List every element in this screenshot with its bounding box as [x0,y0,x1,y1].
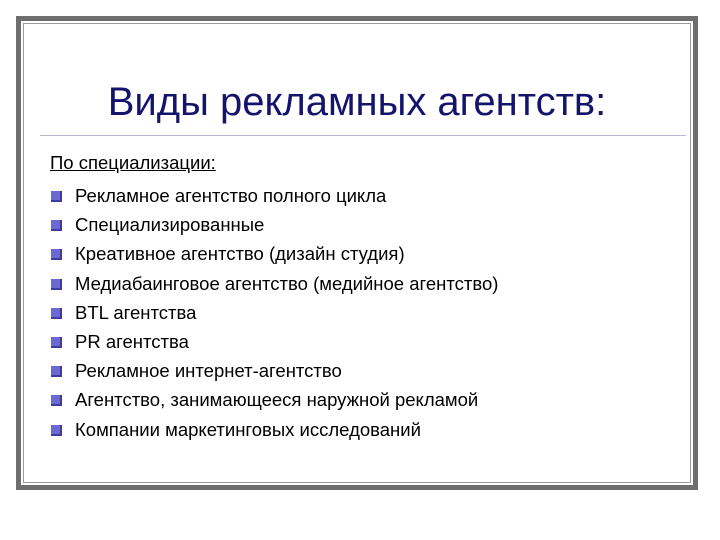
slide-title: Виды рекламных агентств: [107,80,607,124]
square-bullet-icon [51,191,62,202]
list-item-label: Медиабаинговое агентство (медийное агентство) [75,272,499,294]
square-bullet-icon [51,308,62,319]
list-item [50,327,690,356]
list-item [50,356,690,385]
list-item-label: BTL агентства [75,301,197,323]
square-bullet-icon [51,425,62,436]
list-item [50,415,690,444]
square-bullet-icon [51,337,62,348]
square-bullet-icon [51,220,62,231]
list-item [50,210,690,239]
list-item [50,239,690,268]
list-item-label: Компании маркетинговых исследований [75,418,421,440]
section-subheading: По специализации: [50,152,216,173]
list-item-label: Рекламное агентство полного цикла [75,185,387,206]
slide-content [50,150,690,444]
square-bullet-icon [51,395,62,406]
list-item [50,298,690,327]
list-item-label: Агентство, занимающееся наружной рекламой [75,389,479,411]
list-item [50,385,690,414]
list-item-label: Специализированные [75,214,265,236]
list-item-label: Рекламное интернет-агентство [75,360,342,382]
list-item-label: PR агентства [75,330,189,352]
list-item [50,181,690,210]
square-bullet-icon [51,279,62,290]
list-item-label: Креативное агентство (дизайн студия) [75,243,405,265]
square-bullet-icon [51,249,62,260]
list-item [50,269,690,298]
bullet-list [50,181,690,444]
square-bullet-icon [51,366,62,377]
title-divider [40,135,686,136]
